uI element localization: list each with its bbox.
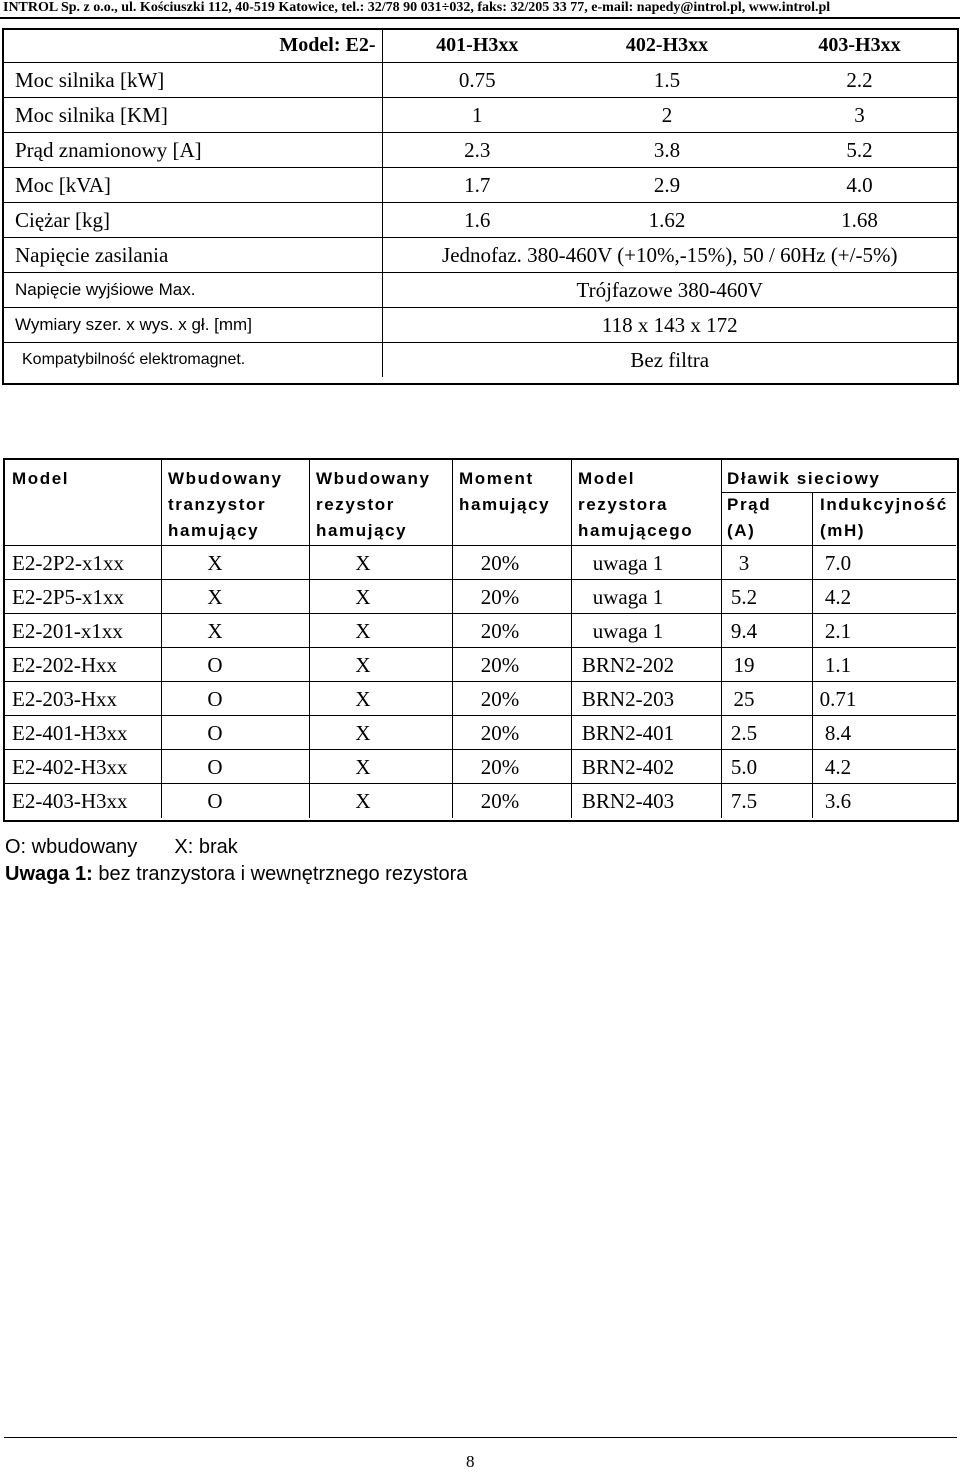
spec-cell: 1.6: [382, 203, 572, 238]
spec-row-label: Ciężar [kg]: [2, 203, 382, 238]
row-resistor-model: BRN2-403: [581, 789, 675, 813]
row-torque: 20%: [480, 755, 520, 779]
legend-none: X: brak: [174, 836, 238, 858]
row-current: 3: [738, 551, 750, 575]
spec-span-row: [2, 308, 957, 343]
row-inductance: 1.1: [824, 653, 852, 677]
row-torque: 20%: [480, 653, 520, 677]
row-resistor: X: [355, 551, 371, 575]
row-resistor: X: [355, 789, 371, 813]
row-current: 2.5: [730, 721, 758, 745]
row-inductance: 4.2: [824, 755, 852, 779]
header-line: Indukcyjność: [820, 495, 948, 514]
spec-header-label: Model: E2-: [2, 28, 382, 63]
row-inductance: 3.6: [824, 789, 852, 813]
header-line: hamujący: [168, 521, 260, 540]
company-info: INTROL Sp. z o.o., ul. Kościuszki 112, 40-519 Katowice, tel.: 32/78 90 031÷032, faks: 32/205 33 77, e-mail: napedy@introl.pl, www.introl.pl: [3, 0, 831, 15]
spec-row-label: Moc silnika [KM]: [2, 98, 382, 133]
row-resistor-model: BRN2-402: [581, 755, 675, 779]
header-line: (A): [727, 521, 756, 540]
row-resistor-model: uwaga 1: [592, 585, 664, 609]
spec-model-3: 403-H3xx: [818, 33, 901, 56]
footer-rule: [4, 1437, 957, 1438]
spec-row-label: Moc [kVA]: [2, 168, 382, 203]
row-model: E2-403-H3xx: [12, 789, 128, 813]
row-resistor: X: [355, 619, 371, 643]
spec-cell: 2.9: [572, 168, 762, 203]
row-model: E2-2P5-x1xx: [12, 585, 124, 609]
options-header-model: Model: [12, 469, 70, 488]
spec-cell: 1: [382, 98, 572, 133]
row-model: E2-401-H3xx: [12, 721, 128, 745]
legend-line-1: [5, 836, 238, 859]
row-resistor: X: [355, 687, 371, 711]
row-current: 5.0: [730, 755, 758, 779]
spec-row: [2, 133, 957, 168]
row-model: E2-201-x1xx: [12, 619, 123, 643]
header-line: Moment: [459, 469, 534, 488]
row-inductance: 2.1: [824, 619, 852, 643]
row-model: E2-202-Hxx: [12, 653, 117, 677]
row-torque: 20%: [480, 585, 520, 609]
header-line: Wbudowany: [168, 469, 283, 488]
row-model: E2-402-H3xx: [12, 755, 128, 779]
header-line: hamujący: [459, 495, 551, 514]
spec-cell: 2.2: [762, 63, 957, 98]
spec-model-2: 402-H3xx: [625, 33, 709, 56]
spec-cell: 3.8: [572, 133, 762, 168]
row-torque: 20%: [480, 789, 520, 813]
legend-built-in: O: wbudowany: [5, 836, 138, 858]
row-resistor: X: [355, 755, 371, 779]
spec-cell: 2.3: [382, 133, 572, 168]
note-text: bez tranzystora i wewnętrznego rezystora: [92, 863, 468, 885]
spec-span-row: [2, 273, 957, 308]
spec-row: [2, 203, 957, 238]
header-line: hamujący: [316, 521, 408, 540]
row-inductance: 0.71: [819, 687, 857, 711]
spec-span-cell: Trójfazowe 380-460V: [382, 273, 957, 308]
spec-cell: 3: [762, 98, 957, 133]
options-header-transistor: [168, 466, 283, 552]
spec-span-cell: Bez filtra: [382, 343, 957, 378]
row-inductance: 7.0: [824, 551, 852, 575]
note-label: Uwaga 1:: [5, 863, 93, 885]
header-line: Prąd: [727, 495, 772, 514]
row-current: 19: [733, 653, 755, 677]
spec-cell: 2: [572, 98, 762, 133]
spec-row: [2, 168, 957, 203]
row-transistor: O: [207, 789, 223, 813]
row-torque: 20%: [480, 619, 520, 643]
header-line: Wbudowany: [316, 469, 431, 488]
row-transistor: X: [207, 585, 223, 609]
row-resistor-model: BRN2-401: [581, 721, 675, 745]
row-transistor: O: [207, 687, 223, 711]
spec-model-1: 401-H3xx: [436, 33, 519, 56]
header-line: rezystora: [578, 495, 668, 514]
spec-cell: 1.62: [572, 203, 762, 238]
header-line: rezystor: [316, 495, 395, 514]
spec-span-row: [2, 343, 957, 378]
header-line: (mH): [820, 521, 866, 540]
row-transistor: X: [207, 619, 223, 643]
spec-row-label: Kompatybilność elektromagnet.: [2, 343, 382, 378]
spec-row-label: Napięcie wyjśiowe Max.: [2, 273, 382, 308]
options-header-reactor: Dławik sieciowy: [727, 469, 881, 488]
spec-span-row: [2, 238, 957, 273]
spec-cell: 1.7: [382, 168, 572, 203]
spec-cell: 1.68: [762, 203, 957, 238]
spec-row-label: Wymiary szer. x wys. x gł. [mm]: [2, 308, 382, 343]
row-resistor-model: uwaga 1: [592, 619, 664, 643]
row-transistor: O: [207, 721, 223, 745]
legend-line-2: [5, 863, 467, 886]
row-resistor-model: uwaga 1: [592, 551, 664, 575]
options-header-torque: [459, 466, 550, 552]
row-model: E2-203-Hxx: [12, 687, 117, 711]
spec-row: [2, 98, 957, 133]
row-transistor: X: [207, 551, 223, 575]
row-torque: 20%: [480, 721, 520, 745]
header-line: Model: [578, 469, 636, 488]
row-resistor: X: [355, 721, 371, 745]
row-current: 7.5: [730, 789, 758, 813]
row-transistor: O: [207, 755, 223, 779]
spec-cell: 5.2: [762, 133, 957, 168]
spec-header-row: [2, 28, 957, 63]
spec-cell: 0.75: [382, 63, 572, 98]
header-rule: [0, 17, 960, 19]
row-resistor-model: BRN2-202: [581, 653, 675, 677]
spec-row-label: Napięcie zasilania: [2, 238, 382, 273]
spec-span-cell: Jednofaz. 380-460V (+10%,-15%), 50 / 60Hz (+/-5%): [382, 238, 957, 273]
page-number: 8: [466, 1452, 475, 1471]
row-current: 5.2: [730, 585, 758, 609]
row-resistor: X: [355, 653, 371, 677]
header-line: tranzystor: [168, 495, 267, 514]
options-header-resistor: [316, 466, 431, 552]
spec-row-label: Moc silnika [kW]: [2, 63, 382, 98]
row-transistor: O: [207, 653, 223, 677]
row-model: E2-2P2-x1xx: [12, 551, 124, 575]
options-header-resistor-model: [578, 466, 693, 552]
spec-row: [2, 63, 957, 98]
row-resistor: X: [355, 585, 371, 609]
row-inductance: 8.4: [824, 721, 852, 745]
row-current: 9.4: [730, 619, 758, 643]
row-torque: 20%: [480, 687, 520, 711]
row-inductance: 4.2: [824, 585, 852, 609]
page-header: [0, 0, 960, 17]
row-current: 25: [733, 687, 755, 711]
header-line: hamującego: [578, 521, 694, 540]
spec-span-cell: 118 x 143 x 172: [382, 308, 957, 343]
spec-cell: 1.5: [572, 63, 762, 98]
spec-table: [2, 28, 957, 377]
row-resistor-model: BRN2-203: [581, 687, 675, 711]
row-torque: 20%: [480, 551, 520, 575]
spec-row-label: Prąd znamionowy [A]: [2, 133, 382, 168]
spec-cell: 4.0: [762, 168, 957, 203]
